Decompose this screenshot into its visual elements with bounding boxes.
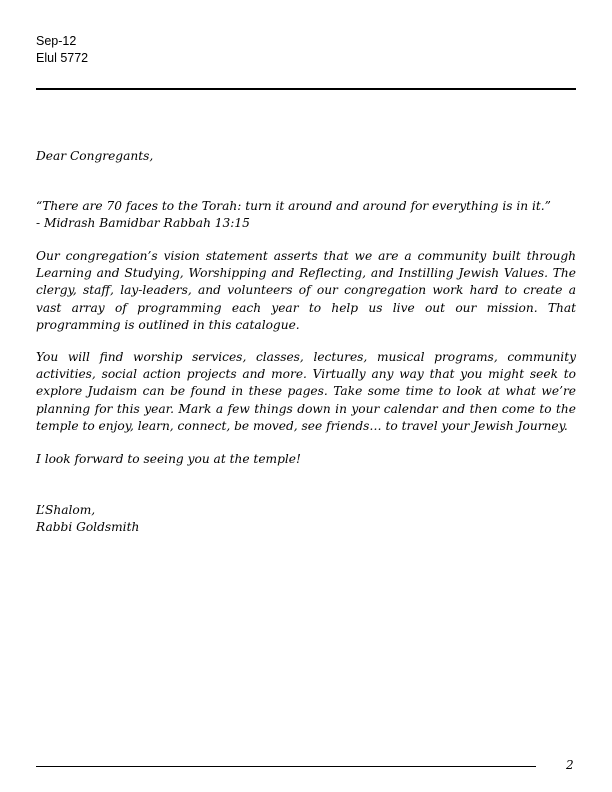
hebrew-date: Elul 5772	[36, 51, 89, 65]
quote-text: “There are 70 faces to the Torah: turn it around and around for everything is in it.”	[36, 199, 551, 213]
paragraph-programs: You will find worship services, classes, lectures, musical programs, community activities, social action projects and more. Virtually any way that you might seek to explore Judaism can be found in these pages. Take some time to look at what we’re planning for this year. Mark a few things down in your calendar and then come to the temple to enjoy, learn, connect, be moved, see friends… to travel your Jewish Journey.	[36, 350, 576, 433]
closing-phrase: L’Shalom,	[36, 503, 96, 517]
quote-attribution: - Midrash Bamidbar Rabbah 13:15	[36, 216, 250, 231]
page-number: 2	[566, 758, 574, 772]
footer-divider	[36, 766, 536, 767]
paragraph-closing-line: I look forward to seeing you at the temple!	[36, 452, 301, 466]
header-divider	[36, 88, 576, 90]
date-block	[36, 33, 88, 67]
paragraph-vision: Our congregation’s vision statement asserts that we are a community built through Learning and Studying, Worshipping and Reflecting, and Instilling Jewish Values. The clergy, staff, lay-leaders, and volunteers of our congregation work hard to create a vast array of programming each year to help us live out our mission. That programming is outlined in this catalogue.	[36, 249, 576, 332]
salutation: Dear Congregants,	[36, 149, 154, 163]
gregorian-date: Sep-12	[36, 34, 77, 48]
sign-off	[36, 502, 576, 536]
signature: Rabbi Goldsmith	[36, 520, 140, 535]
torah-quote	[36, 198, 576, 232]
